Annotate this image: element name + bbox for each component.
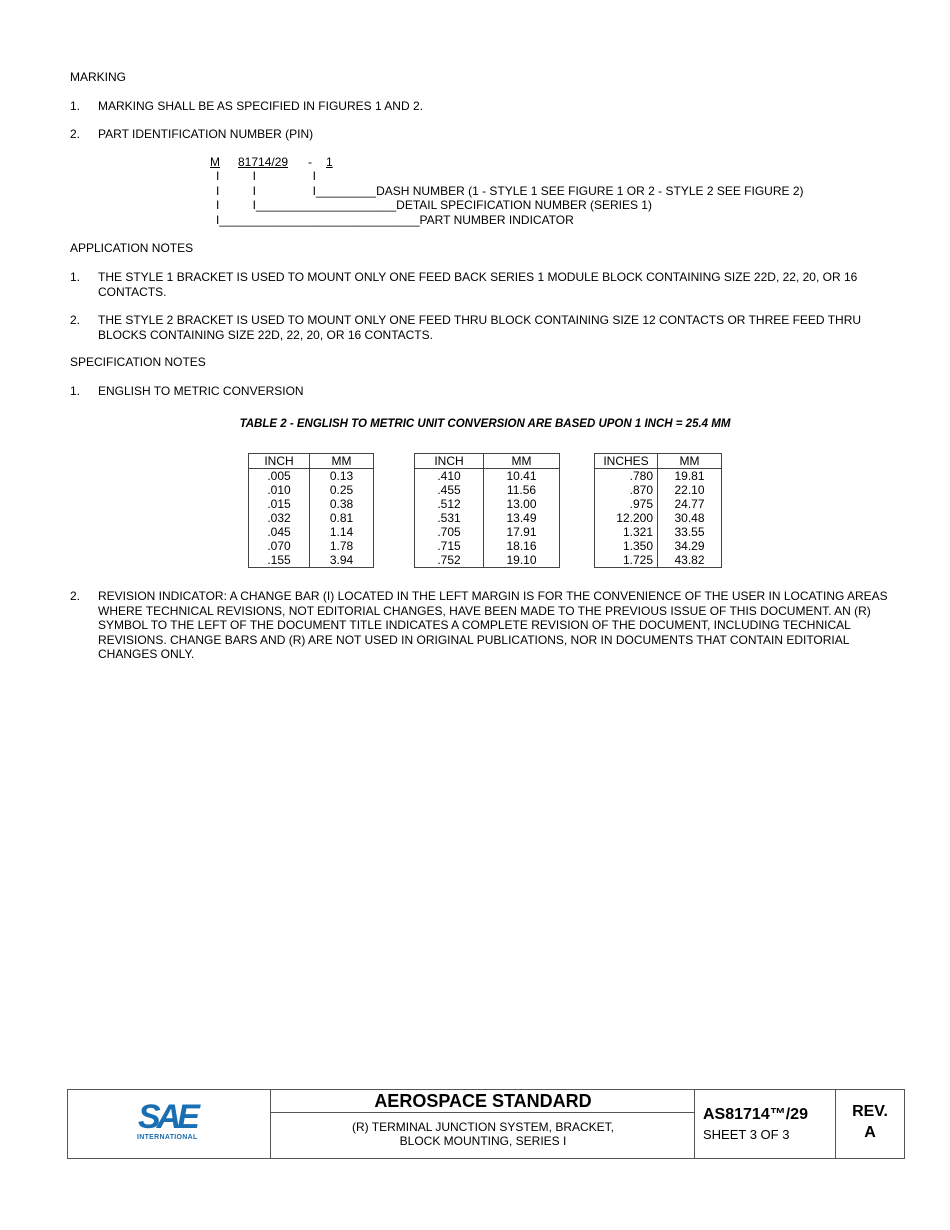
inch-cell: .070	[249, 539, 310, 553]
item-number: 1.	[70, 99, 81, 113]
mm-cell: 13.49	[484, 511, 560, 525]
title-block	[67, 1089, 905, 1159]
mm-cell: 22.10	[658, 483, 722, 497]
pin-prefix: M	[210, 155, 220, 169]
item-number: 1.	[70, 270, 81, 284]
table-row	[249, 469, 374, 484]
document-title	[271, 1120, 695, 1148]
inch-cell: 12.200	[595, 511, 658, 525]
specification-notes-heading: SPECIFICATION NOTES	[70, 355, 206, 369]
mm-cell: 1.14	[310, 525, 374, 539]
mm-cell: 17.91	[484, 525, 560, 539]
item-number: 2.	[70, 313, 81, 327]
mm-cell: 11.56	[484, 483, 560, 497]
inch-cell: 1.725	[595, 553, 658, 568]
conversion-table-1	[248, 453, 374, 568]
inch-cell: .010	[249, 483, 310, 497]
pin-line-4: I______________________________PART NUMBER INDICATOR	[216, 213, 574, 227]
conversion-table-3	[594, 453, 722, 568]
item-text: THE STYLE 1 BRACKET IS USED TO MOUNT ONLY ONE FEED BACK SERIES 1 MODULE BLOCK CONTAINING SIZE 22D, 22, 20, OR 16 CONTACTS.	[98, 270, 858, 299]
document-id-cell	[695, 1090, 836, 1158]
item-number: 2.	[70, 589, 81, 603]
table-header-row	[415, 454, 560, 469]
table-row	[249, 483, 374, 497]
mm-cell: 3.94	[310, 553, 374, 568]
table-row	[249, 539, 374, 553]
inch-cell: .870	[595, 483, 658, 497]
inch-cell: .975	[595, 497, 658, 511]
sae-logo-subtitle: INTERNATIONAL	[137, 1134, 198, 1141]
item-text: THE STYLE 2 BRACKET IS USED TO MOUNT ONLY ONE FEED THRU BLOCK CONTAINING SIZE 12 CONTACTS OR THREE FEED THRU BLOCKS CONTAINING SIZE 22D, 22, 20, OR 16 CONTACTS.	[98, 313, 862, 342]
item-text: MARKING SHALL BE AS SPECIFIED IN FIGURES 1 AND 2.	[98, 99, 423, 113]
table-row	[595, 497, 722, 511]
mm-cell: 13.00	[484, 497, 560, 511]
mm-cell: 0.25	[310, 483, 374, 497]
column-header: INCHES	[595, 454, 658, 469]
inch-cell: 1.350	[595, 539, 658, 553]
pin-spec-number: 81714/29	[238, 155, 289, 169]
table-row	[415, 469, 560, 484]
table-row	[415, 511, 560, 525]
title-line-2: BLOCK MOUNTING, SERIES I	[399, 1134, 567, 1148]
title-cell	[271, 1090, 695, 1158]
table-row	[249, 553, 374, 568]
inch-cell: .705	[415, 525, 484, 539]
inch-cell: .045	[249, 525, 310, 539]
inch-cell: .752	[415, 553, 484, 568]
table-row	[595, 511, 722, 525]
mm-cell: 30.48	[658, 511, 722, 525]
table-header-row	[249, 454, 374, 469]
table-2-title: TABLE 2 - ENGLISH TO METRIC UNIT CONVERSION ARE BASED UPON 1 INCH = 25.4 MM	[239, 418, 731, 430]
table-row	[595, 469, 722, 484]
item-text: PART IDENTIFICATION NUMBER (PIN)	[98, 127, 314, 141]
table-row	[415, 497, 560, 511]
mm-cell: 19.81	[658, 469, 722, 484]
mm-cell: 1.78	[310, 539, 374, 553]
marking-heading: MARKING	[70, 70, 127, 84]
mm-cell: 0.13	[310, 469, 374, 484]
column-header: INCH	[415, 454, 484, 469]
table-row	[595, 525, 722, 539]
inch-cell: .531	[415, 511, 484, 525]
column-header: MM	[658, 454, 722, 469]
inch-cell: 1.321	[595, 525, 658, 539]
title-line-1: (R) TERMINAL JUNCTION SYSTEM, BRACKET,	[351, 1120, 615, 1134]
revision-value: A	[864, 1124, 876, 1141]
conversion-table-2	[414, 453, 560, 568]
mm-cell: 19.10	[484, 553, 560, 568]
table-row	[415, 483, 560, 497]
mm-cell: 24.77	[658, 497, 722, 511]
sheet-number: SHEET 3 OF 3	[703, 1127, 790, 1142]
pin-line-2: I I I_________DASH NUMBER (1 - STYLE 1 SEE FIGURE 1 OR 2 - STYLE 2 SEE FIGURE 2)	[216, 184, 804, 198]
column-header: MM	[310, 454, 374, 469]
revision-label: REV.	[852, 1103, 888, 1120]
pin-line-1: I I I	[216, 169, 317, 183]
table-row	[415, 525, 560, 539]
mm-cell: 33.55	[658, 525, 722, 539]
mm-cell: 18.16	[484, 539, 560, 553]
item-text: REVISION INDICATOR: A CHANGE BAR (I) LOCATED IN THE LEFT MARGIN IS FOR THE CONVENIENCE OF THE USER IN LOCATING AREAS WHERE TECHNICAL REVISIONS, NOT EDITORIAL CHANGES, HAVE BEEN MADE TO THE PREVIOUS ISSUE OF THIS DOCUMENT. AN (R) SYMBOL TO THE LEFT OF THE DOCUMENT TITLE INDICATES A COMPLETE REVISION OF THE DOCUMENT, INCLUDING TECHNICAL REVISIONS. CHANGE BARS AND (R) ARE NOT USED IN ORIGINAL PUBLICATIONS, NOR IN DOCUMENTS THAT CONTAIN EDITORIAL CHANGES ONLY.	[98, 589, 888, 661]
table-row	[415, 539, 560, 553]
table-row	[249, 525, 374, 539]
table-row	[415, 553, 560, 568]
item-text: ENGLISH TO METRIC CONVERSION	[98, 384, 304, 398]
inch-cell: .015	[249, 497, 310, 511]
application-notes-heading: APPLICATION NOTES	[70, 241, 194, 255]
item-number: 1.	[70, 384, 81, 398]
mm-cell: 34.29	[658, 539, 722, 553]
mm-cell: 10.41	[484, 469, 560, 484]
inch-cell: .410	[415, 469, 484, 484]
inch-cell: .155	[249, 553, 310, 568]
table-row	[595, 483, 722, 497]
revision-cell	[836, 1090, 904, 1158]
sae-logo: SAE	[138, 1098, 196, 1136]
mm-cell: 43.82	[658, 553, 722, 568]
table-row	[249, 497, 374, 511]
pin-line-3: I I_____________________DETAIL SPECIFICATION NUMBER (SERIES 1)	[216, 198, 652, 212]
inch-cell: .512	[415, 497, 484, 511]
table-row	[249, 511, 374, 525]
table-row	[595, 539, 722, 553]
inch-cell: .780	[595, 469, 658, 484]
table-row	[595, 553, 722, 568]
column-header: MM	[484, 454, 560, 469]
mm-cell: 0.81	[310, 511, 374, 525]
inch-cell: .032	[249, 511, 310, 525]
column-header: INCH	[249, 454, 310, 469]
document-number: AS81714™/29	[703, 1106, 808, 1123]
logo-cell	[68, 1090, 271, 1158]
item-number: 2.	[70, 127, 81, 141]
pin-separator: -	[308, 155, 312, 169]
mm-cell: 0.38	[310, 497, 374, 511]
inch-cell: .005	[249, 469, 310, 484]
inch-cell: .455	[415, 483, 484, 497]
pin-dash-number: 1	[326, 155, 333, 169]
standard-type: AEROSPACE STANDARD	[271, 1090, 695, 1113]
inch-cell: .715	[415, 539, 484, 553]
table-header-row	[595, 454, 722, 469]
